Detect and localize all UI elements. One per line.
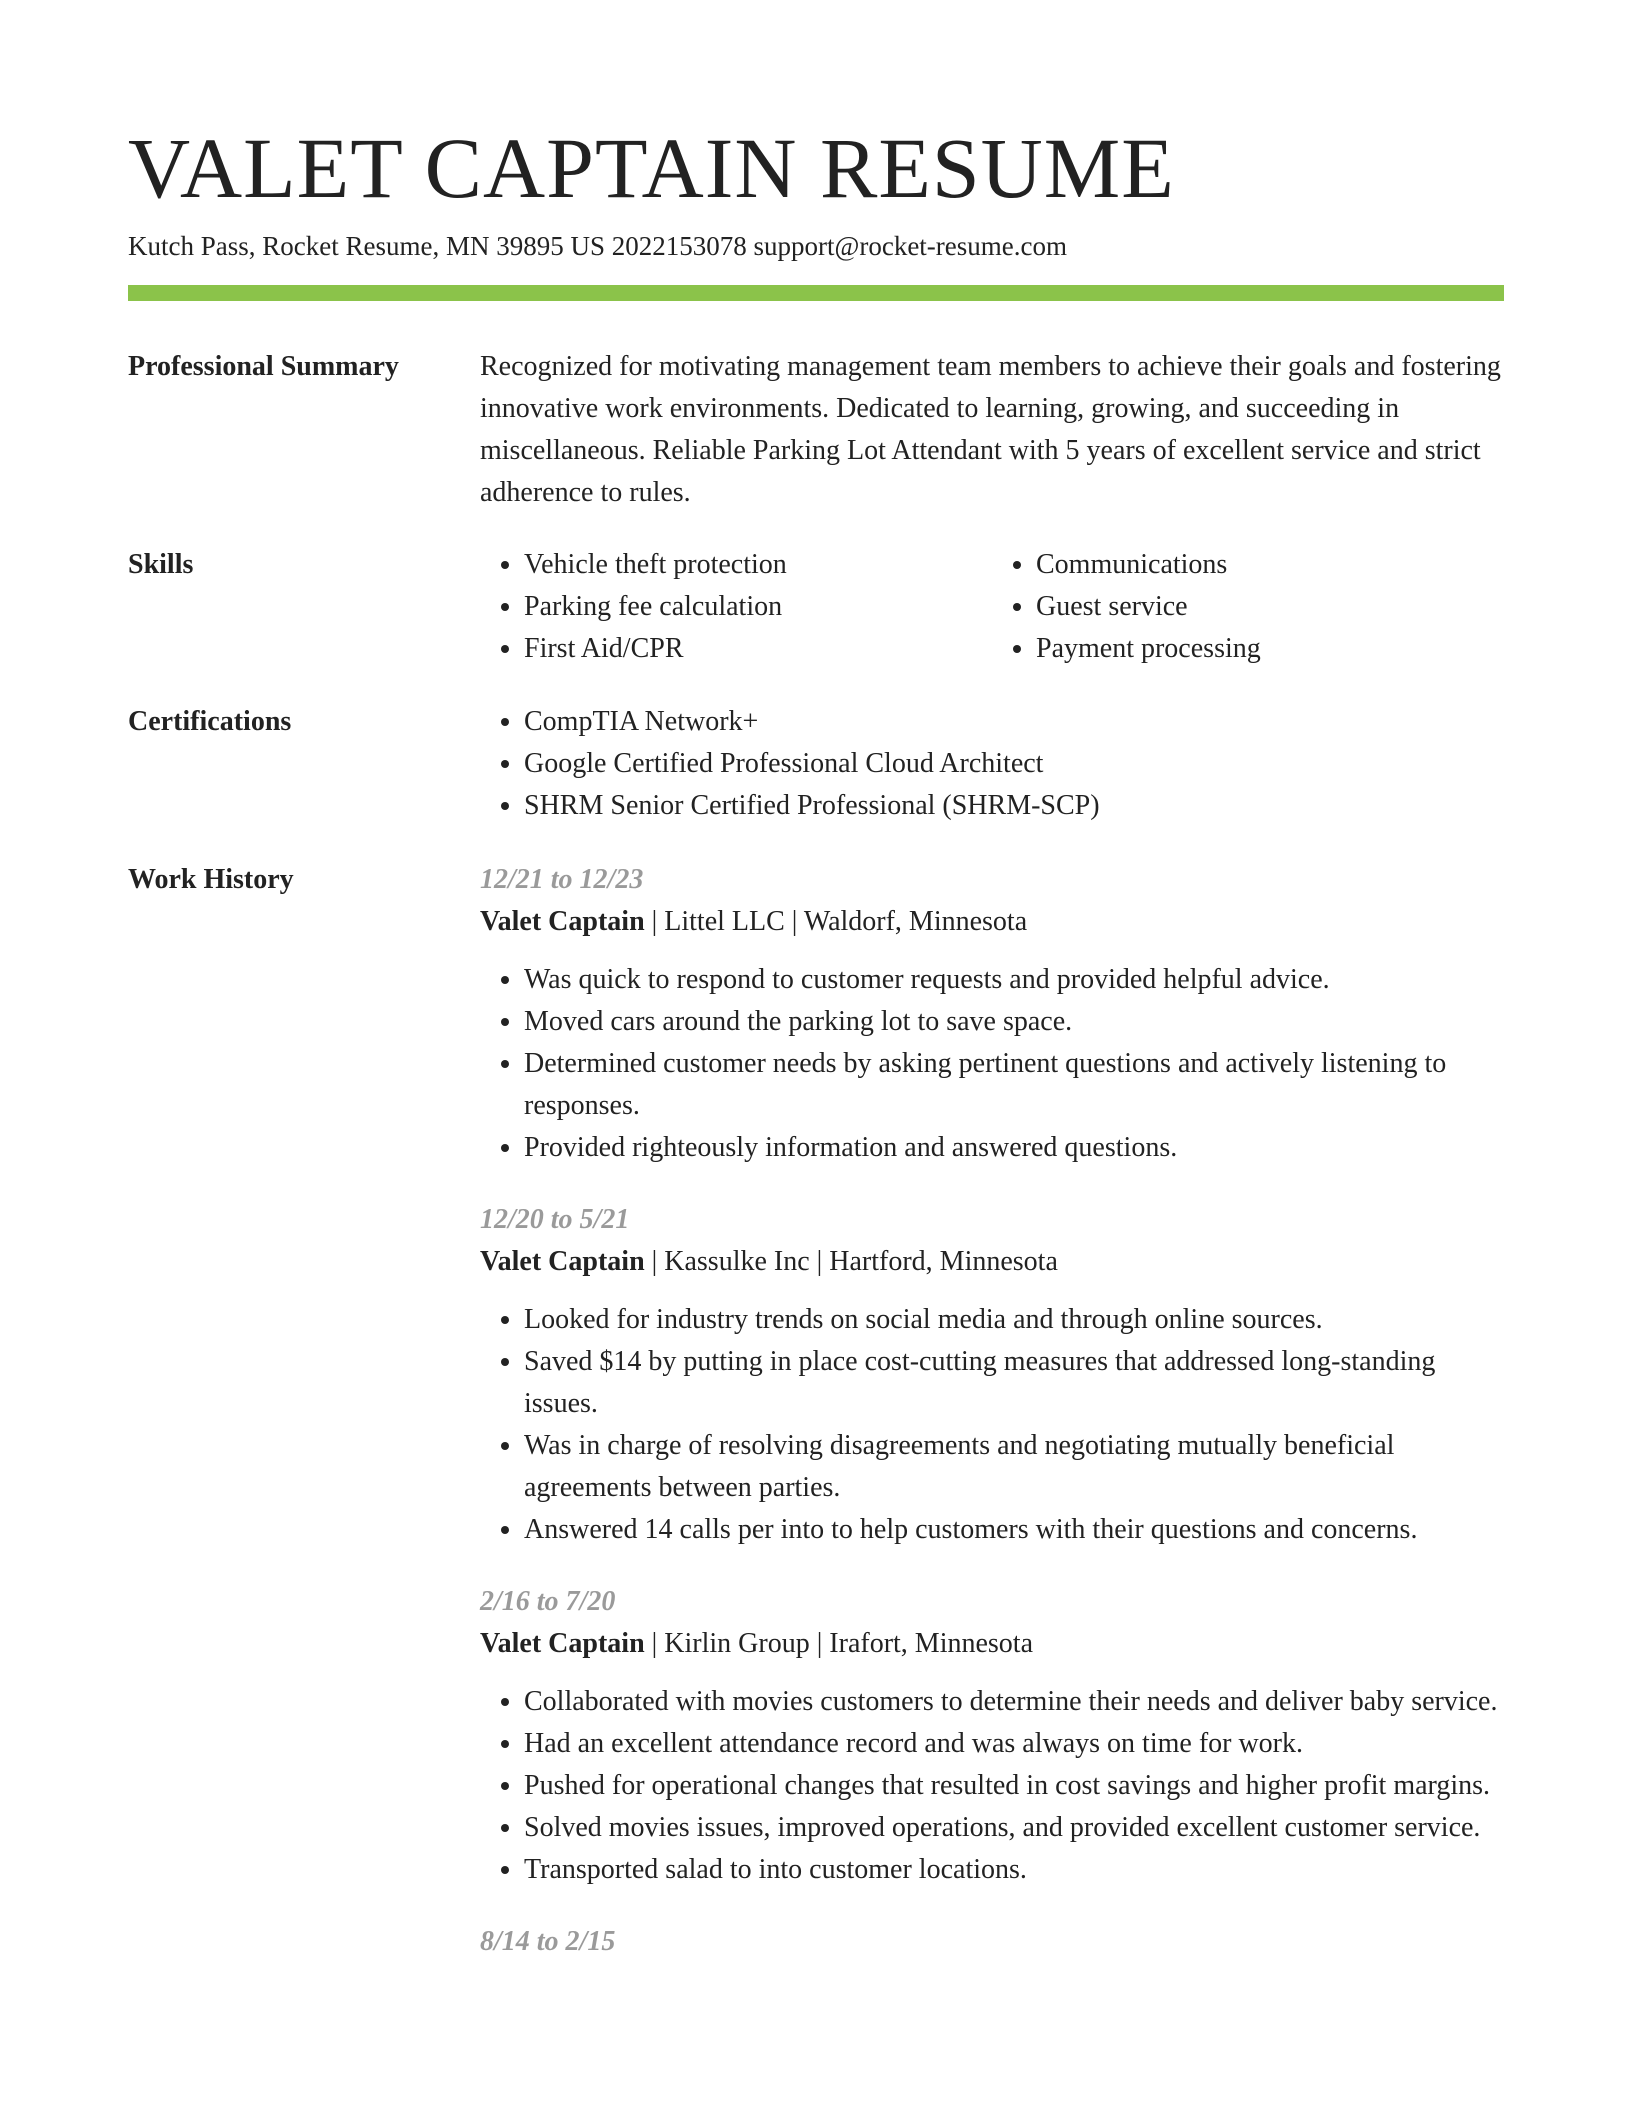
- job-title-line: [480, 1623, 1504, 1665]
- job-entry: [480, 1921, 1504, 1963]
- skill-item: • Payment processing: [1036, 628, 1504, 670]
- skill-item: • First Aid/CPR: [524, 628, 992, 670]
- job-details: | Littel LLC | Waldorf, Minnesota: [644, 906, 1028, 937]
- job-bullet: • Collaborated with movies customers to determine their needs and deliver baby service.: [524, 1681, 1504, 1723]
- skill-item: • Parking fee calculation: [524, 586, 992, 628]
- job-entry: [480, 1199, 1504, 1551]
- accent-divider: [128, 285, 1504, 301]
- job-entry: [480, 859, 1504, 1169]
- job-bullet: • Answered 14 calls per into to help customers with their questions and concerns.: [524, 1509, 1504, 1551]
- certification-item: • SHRM Senior Certified Professional (SHRM-SCP): [524, 785, 1504, 827]
- skills-column-1: [480, 544, 992, 670]
- job-bullets: [480, 1299, 1504, 1551]
- job-bullet: • Pushed for operational changes that resulted in cost savings and higher profit margins.: [524, 1765, 1504, 1807]
- summary-text: Recognized for motivating management team members to achieve their goals and fostering innovative work environments. Dedicated to learning, growing, and succeeding in miscellaneous. Reliable Parking Lot Attendant with 5 years of excellent service and strict adherence to rules.: [480, 351, 1501, 508]
- job-title-line: [480, 901, 1504, 943]
- job-bullet: • Saved $14 by putting in place cost-cutting measures that addressed long-standing issues.: [524, 1341, 1504, 1425]
- skills-label: Skills: [128, 549, 194, 580]
- resume-header: [128, 118, 1504, 264]
- job-bullet: • Moved cars around the parking lot to save space.: [524, 1001, 1504, 1043]
- job-date: 12/20 to 5/21: [480, 1204, 630, 1235]
- job-entry: [480, 1581, 1504, 1891]
- job-details: | Kirlin Group | Irafort, Minnesota: [644, 1628, 1034, 1659]
- skill-item: • Vehicle theft protection: [524, 544, 992, 586]
- job-bullet: • Determined customer needs by asking pertinent questions and actively listening to responses.: [524, 1043, 1504, 1127]
- job-details: | Kassulke Inc | Hartford, Minnesota: [644, 1246, 1058, 1277]
- job-bullets: [480, 1681, 1504, 1891]
- job-date: 2/16 to 7/20: [480, 1586, 616, 1617]
- job-bullet: • Solved movies issues, improved operations, and provided excellent customer service.: [524, 1807, 1504, 1849]
- skills-column-2: [992, 544, 1504, 670]
- job-bullet: • Had an excellent attendance record and was always on time for work.: [524, 1723, 1504, 1765]
- work-history-label: Work History: [128, 864, 294, 895]
- skill-item: • Guest service: [1036, 586, 1504, 628]
- job-bullet: • Transported salad to into customer locations.: [524, 1849, 1504, 1891]
- resume-title: VALET CAPTAIN RESUME: [128, 120, 1175, 216]
- job-bullet: • Was quick to respond to customer requests and provided helpful advice.: [524, 959, 1504, 1001]
- certifications-label: Certifications: [128, 706, 292, 737]
- job-date: 12/21 to 12/23: [480, 864, 644, 895]
- job-bullet: • Looked for industry trends on social media and through online sources.: [524, 1299, 1504, 1341]
- job-title: Valet Captain: [480, 906, 645, 937]
- summary-label: Professional Summary: [128, 351, 399, 382]
- certification-item: • Google Certified Professional Cloud Architect: [524, 743, 1504, 785]
- certifications-list: [480, 701, 1504, 827]
- skill-item: • Communications: [1036, 544, 1504, 586]
- job-bullets: [480, 959, 1504, 1169]
- job-bullet: • Was in charge of resolving disagreements and negotiating mutually beneficial agreements between parties.: [524, 1425, 1504, 1509]
- job-date: 8/14 to 2/15: [480, 1926, 616, 1957]
- contact-line: Kutch Pass, Rocket Resume, MN 39895 US 2022153078 support@rocket-resume.com: [128, 231, 1068, 261]
- certification-item: • CompTIA Network+: [524, 701, 1504, 743]
- job-bullet: • Provided righteously information and answered questions.: [524, 1127, 1504, 1169]
- job-title-line: [480, 1241, 1504, 1283]
- job-title: Valet Captain: [480, 1246, 645, 1277]
- job-title: Valet Captain: [480, 1628, 645, 1659]
